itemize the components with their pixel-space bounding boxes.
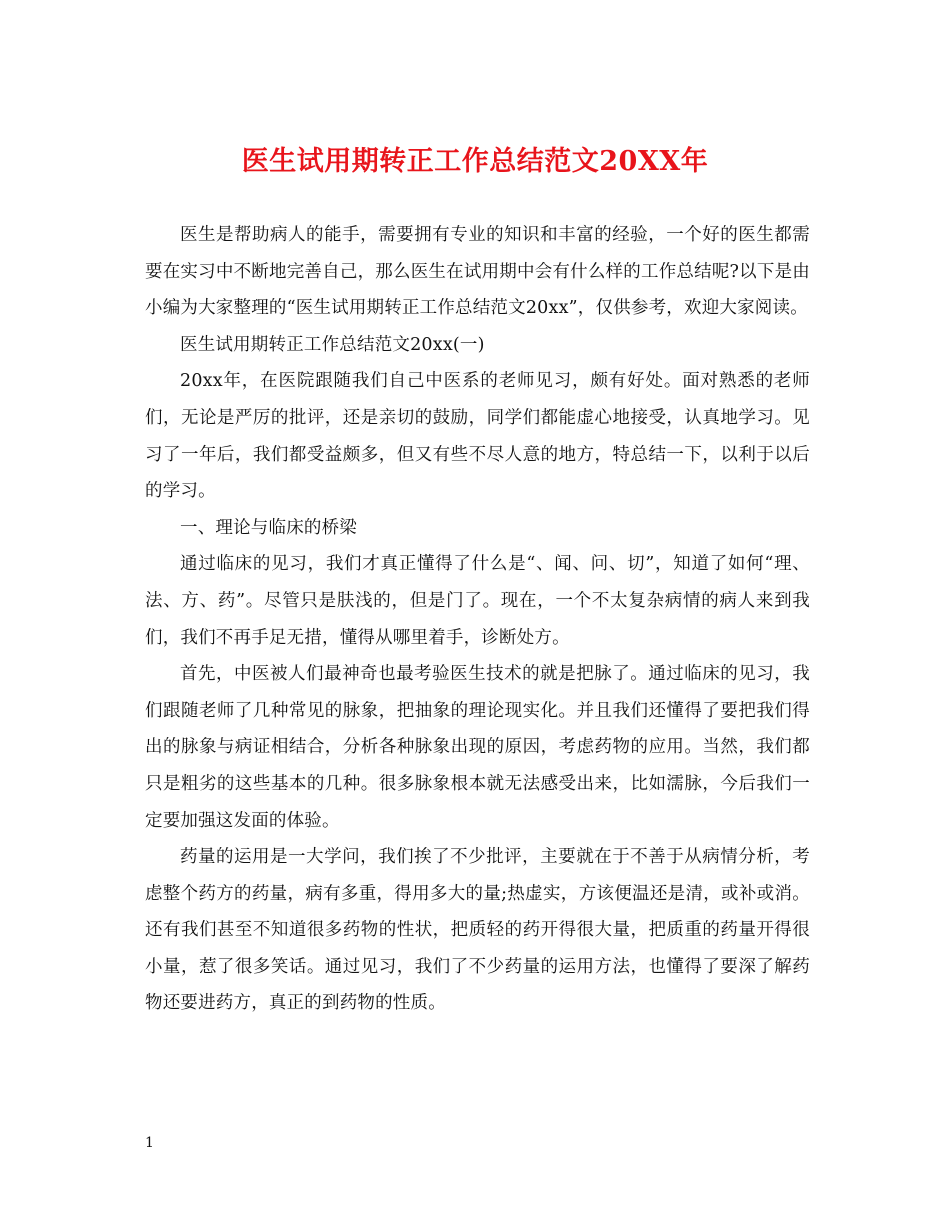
section-heading: 医生试用期转正工作总结范文20xx(一) bbox=[180, 334, 485, 355]
body-paragraph: 通过临床的见习，我们才真正懂得了什么是“、闻、问、切”，知道了如何“理、法、方、药”。尽管只是肤浅的，但是门了。现在，一个不太复杂病情的病人来到我们，我们不再手足无措，懂得从哪里着手，诊断处方。 bbox=[145, 554, 810, 648]
document-body bbox=[145, 217, 810, 1022]
page-title: 医生试用期转正工作总结范文20XX年 bbox=[241, 146, 709, 177]
body-paragraph: 20xx年，在医院跟随我们自己中医系的老师见习，颇有好处。面对熟悉的老师们，无论是严厉的批评，还是亲切的鼓励，同学们都能虚心地接受，认真地学习。见习了一年后，我们都受益颇多，但又有些不尽人意的地方，特总结一下，以利于以后的学习。 bbox=[145, 371, 810, 502]
subsection-heading: 一、理论与临床的桥梁 bbox=[180, 517, 357, 538]
page-number: 1 bbox=[145, 1135, 154, 1151]
body-paragraph: 首先，中医被人们最神奇也最考验医生技术的就是把脉了。通过临床的见习，我们跟随老师了几种常见的脉象，把抽象的理论现实化。并且我们还懂得了要把我们得出的脉象与病证相结合，分析各种脉象出现的原因，考虑药物的应用。当然，我们都只是粗劣的这些基本的几种。很多脉象根本就无法感受出来，比如濡脉，今后我们一定要加强这发面的体验。 bbox=[145, 664, 810, 831]
intro-paragraph: 医生是帮助病人的能手，需要拥有专业的知识和丰富的经验，一个好的医生都需要在实习中不断地完善自己，那么医生在试用期中会有什么样的工作总结呢?以下是由小编为大家整理的“医生试用期转正工作总结范文20xx”，仅供参考，欢迎大家阅读。 bbox=[145, 225, 810, 319]
body-paragraph: 药量的运用是一大学问，我们挨了不少批评，主要就在于不善于从病情分析，考虑整个药方的药量，病有多重，得用多大的量;热虚实，方该便温还是清，或补或消。还有我们甚至不知道很多药物的性状，把质轻的药开得很大量，把质重的药量开得很小量，惹了很多笑话。通过见习，我们了不少药量的运用方法，也懂得了要深了解药物还要进药方，真正的到药物的性质。 bbox=[145, 847, 810, 1014]
